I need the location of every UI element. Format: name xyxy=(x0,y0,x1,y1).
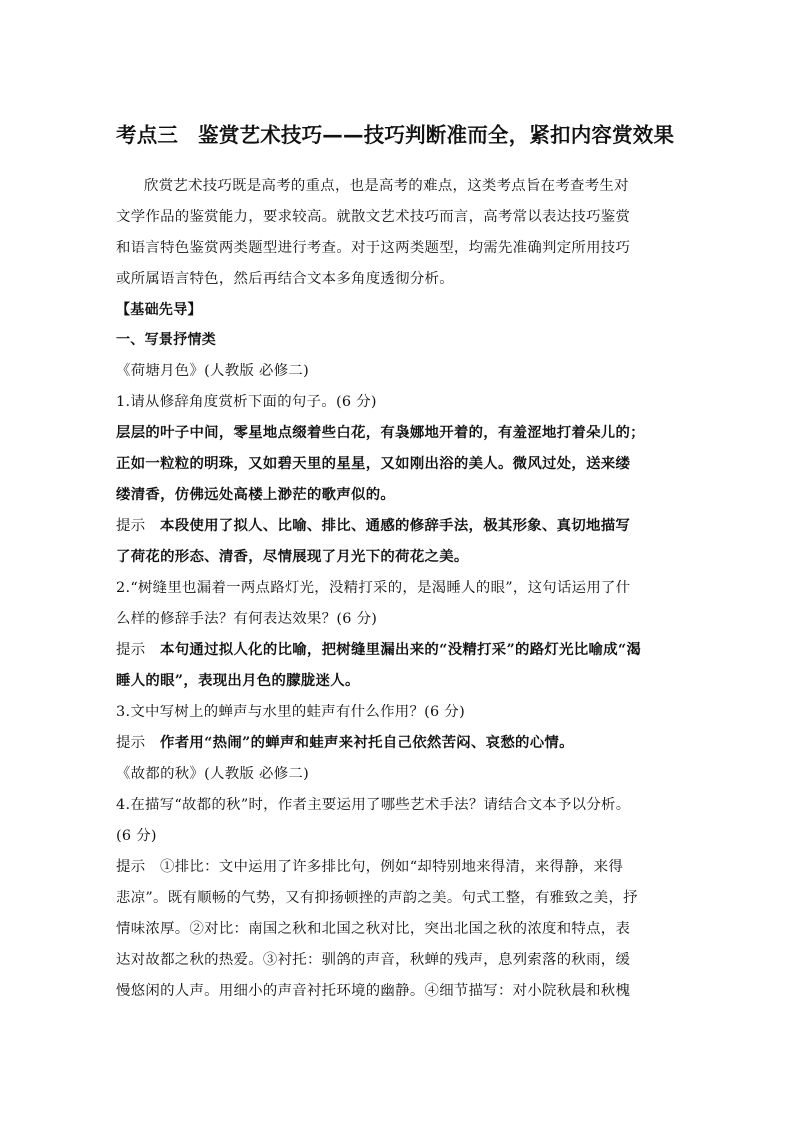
quoted-passage: 层层的叶子中间，零星地点缀着些白花，有袅娜地开着的，有羞涩地打着朵儿的； xyxy=(116,424,645,441)
work-title: 《荷塘月色》(人教版 必修二) xyxy=(116,363,309,379)
answer-4-cont: 悲凉”。既有顺畅的气势，又有抑扬顿挫的声韵之美。句式工整，有雅致之美，抒 xyxy=(116,890,638,906)
answer-4: 提示 ①排比：文中运用了许多排比句，例如“却特别地来得清，来得静，来得 xyxy=(116,859,624,875)
quoted-passage: 正如一粒粒的明珠，又如碧天里的星星，又如刚出浴的美人。微风过处，送来缕 xyxy=(116,455,631,472)
category-heading: 一、写景抒情类 xyxy=(116,332,217,348)
question-2: 2.“树缝里也漏着一两点路灯光，没精打采的，是渴睡人的眼”，这句话运用了什 xyxy=(116,580,631,596)
answer-2-cont: 睡人的眼”，表现出月色的朦胧迷人。 xyxy=(116,672,360,689)
tip-label: 提示 xyxy=(116,518,146,534)
question-4: 4.在描写“故都的秋”时，作者主要运用了哪些艺术手法？请结合文本予以分析。 xyxy=(116,797,631,813)
page-title xyxy=(116,120,716,150)
answer-1-cont: 了荷花的形态、清香，尽情展现了月光下的荷花之美。 xyxy=(116,548,469,565)
answer-1: 提示 本段使用了拟人、比喻、排比、通感的修辞手法，极其形象、真切地描写 xyxy=(116,517,631,534)
question-1: 1.请从修辞角度赏析下面的句子。(6 分) xyxy=(116,394,377,410)
answer-4-cont: 达对故都之秋的热爱。③衬托：驯鸽的声音，秋蝉的残声，息列索落的秋雨，缓 xyxy=(116,952,631,968)
intro-line: 和语言特色鉴赏两类题型进行考查。对于这两类题型，均需先准确判定所用技巧 xyxy=(116,240,631,256)
question-3: 3.文中写树上的蝉声与水里的蛙声有什么作用？(6 分) xyxy=(116,704,465,720)
answer-2: 提示 本句通过拟人化的比喻，把树缝里漏出来的“没精打采”的路灯光比喻成“渴 xyxy=(116,641,642,658)
intro-line: 欣赏艺术技巧既是高考的重点，也是高考的难点，这类考点旨在考查考生对 xyxy=(144,178,629,194)
title-part2: 鉴赏艺术技巧——技巧判断准而全，紧扣内容赏效果 xyxy=(198,123,675,147)
question-2-cont: 么样的修辞手法？有何表达效果？(6 分) xyxy=(116,611,378,627)
answer-4-cont: 情味浓厚。②对比：南国之秋和北国之秋对比，突出北国之秋的浓度和特点，表 xyxy=(116,921,631,937)
intro-line: 或所属语言特色，然后再结合文本多角度透彻分析。 xyxy=(116,271,454,287)
question-4-cont: (6 分) xyxy=(116,828,157,844)
intro-line: 文学作品的鉴赏能力，要求较高。就散文艺术技巧而言，高考常以表达技巧鉴赏 xyxy=(116,209,631,225)
work-title: 《故都的秋》(人教版 必修二) xyxy=(116,766,309,782)
tip-label: 提示 xyxy=(116,642,146,658)
tip-label: 提示 xyxy=(116,859,146,875)
answer-3: 提示 作者用“热闹”的蝉声和蛙声来衬托自己依然苦闷、哀愁的心情。 xyxy=(116,734,574,751)
quoted-passage: 缕清香，仿佛远处高楼上渺茫的歌声似的。 xyxy=(116,486,396,503)
title-part1: 考点三 xyxy=(116,123,179,147)
answer-4-cont: 慢悠闲的人声。用细小的声音衬托环境的幽静。④细节描写：对小院秋晨和秋槐 xyxy=(116,983,631,999)
tip-label: 提示 xyxy=(116,735,146,751)
section-label: 【基础先导】 xyxy=(116,302,202,318)
